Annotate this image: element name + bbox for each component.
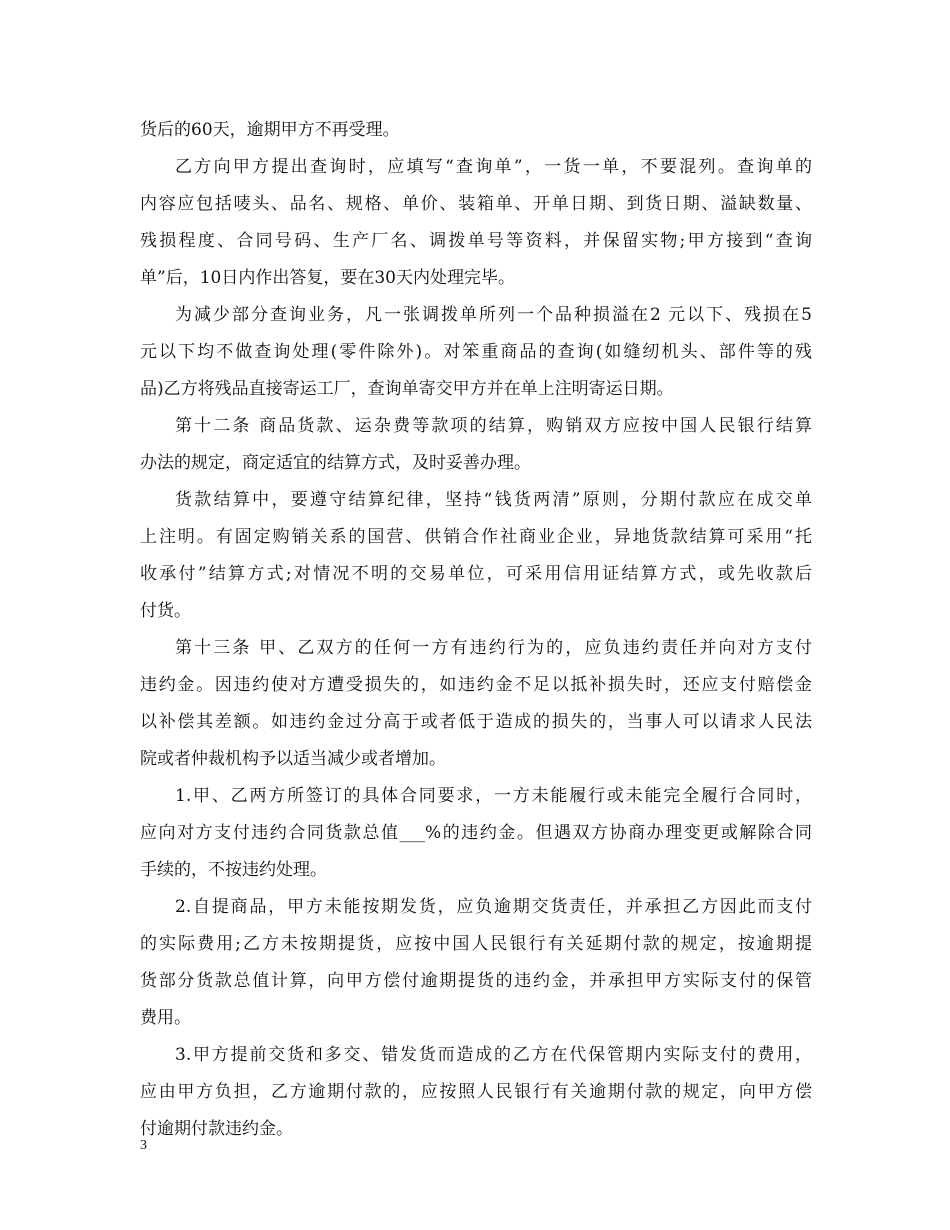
text-line: 上注明。有固定购销关系的国营、供销合作社商业企业，异地货款结算可采用“托 (140, 527, 812, 547)
text-line: 付逾期付款违约金。 (140, 1119, 293, 1139)
document-body (140, 112, 812, 1148)
text-line: 1.甲、乙两方所签订的具体合同要求，一方未能履行或未能完全履行合同时， (175, 786, 812, 806)
text-line: 残损程度、合同号码、生产厂名、调拨单号等资料，并保留实物;甲方接到“查询 (140, 231, 812, 251)
text-line: 内容应包括唛头、品名、规格、单价、装箱单、开单日期、到货日期、溢缺数量、 (140, 194, 812, 214)
page-number: 3 (140, 1138, 147, 1153)
text-line: 费用。 (140, 1008, 191, 1028)
text-line: 违约金。因违约使对方遭受损失的，如违约金不足以抵补损失时，还应支付赔偿金 (140, 675, 812, 695)
paragraph (140, 778, 812, 889)
text-line: 手续的，不按违约处理。 (140, 860, 327, 880)
text-line: 的实际费用;乙方未按期提货，应按中国人民银行有关延期付款的规定，按逾期提 (140, 934, 812, 954)
text-line: 收承付”结算方式;对情况不明的交易单位，可采用信用证结算方式，或先收款后 (140, 564, 812, 584)
paragraph (140, 112, 812, 149)
text-line: 院或者仲裁机构予以适当减少或者增加。 (140, 749, 446, 769)
text-line: 应向对方支付违约合同货款总值___%的违约金。但遇双方协商办理变更或解除合同 (140, 823, 812, 843)
paragraph (140, 149, 812, 297)
text-line: 货部分货款总值计算，向甲方偿付逾期提货的违约金，并承担甲方实际支付的保管 (140, 971, 812, 991)
text-line: 第十二条 商品货款、运杂费等款项的结算，购销双方应按中国人民银行结算 (175, 416, 812, 436)
text-line: 办法的规定，商定适宜的结算方式，及时妥善办理。 (140, 453, 531, 473)
text-line: 应由甲方负担，乙方逾期付款的，应按照人民银行有关逾期付款的规定，向甲方偿 (140, 1082, 812, 1102)
text-line: 货后的60天，逾期甲方不再受理。 (140, 120, 400, 140)
paragraph (140, 1037, 812, 1148)
paragraph (140, 297, 812, 408)
text-line: 元以下均不做查询处理(零件除外)。对笨重商品的查询(如缝纫机头、部件等的残 (140, 342, 812, 362)
text-line: 为减少部分查询业务，凡一张调拨单所列一个品种损溢在2 元以下、残损在5 (175, 305, 812, 325)
paragraph (140, 630, 812, 778)
paragraph (140, 408, 812, 482)
paragraph (140, 482, 812, 630)
text-line: 付货。 (140, 601, 191, 621)
text-line: 第十三条 甲、乙双方的任何一方有违约行为的，应负违约责任并向对方支付 (175, 638, 812, 658)
text-line: 3.甲方提前交货和多交、错发货而造成的乙方在代保管期内实际支付的费用， (175, 1045, 812, 1065)
text-line: 2.自提商品，甲方未能按期发货，应负逾期交货责任，并承担乙方因此而支付 (175, 897, 812, 917)
text-line: 货款结算中，要遵守结算纪律，坚持“钱货两清”原则，分期付款应在成交单 (175, 490, 812, 510)
paragraph (140, 889, 812, 1037)
text-line: 品)乙方将残品直接寄运工厂，查询单寄交甲方并在单上注明寄运日期。 (140, 379, 674, 399)
text-line: 单”后，10日内作出答复，要在30天内处理完毕。 (140, 268, 515, 288)
text-line: 以补偿其差额。如违约金过分高于或者低于造成的损失的，当事人可以请求人民法 (140, 712, 812, 732)
text-line: 乙方向甲方提出查询时，应填写“查询单”，一货一单，不要混列。查询单的 (175, 157, 812, 177)
